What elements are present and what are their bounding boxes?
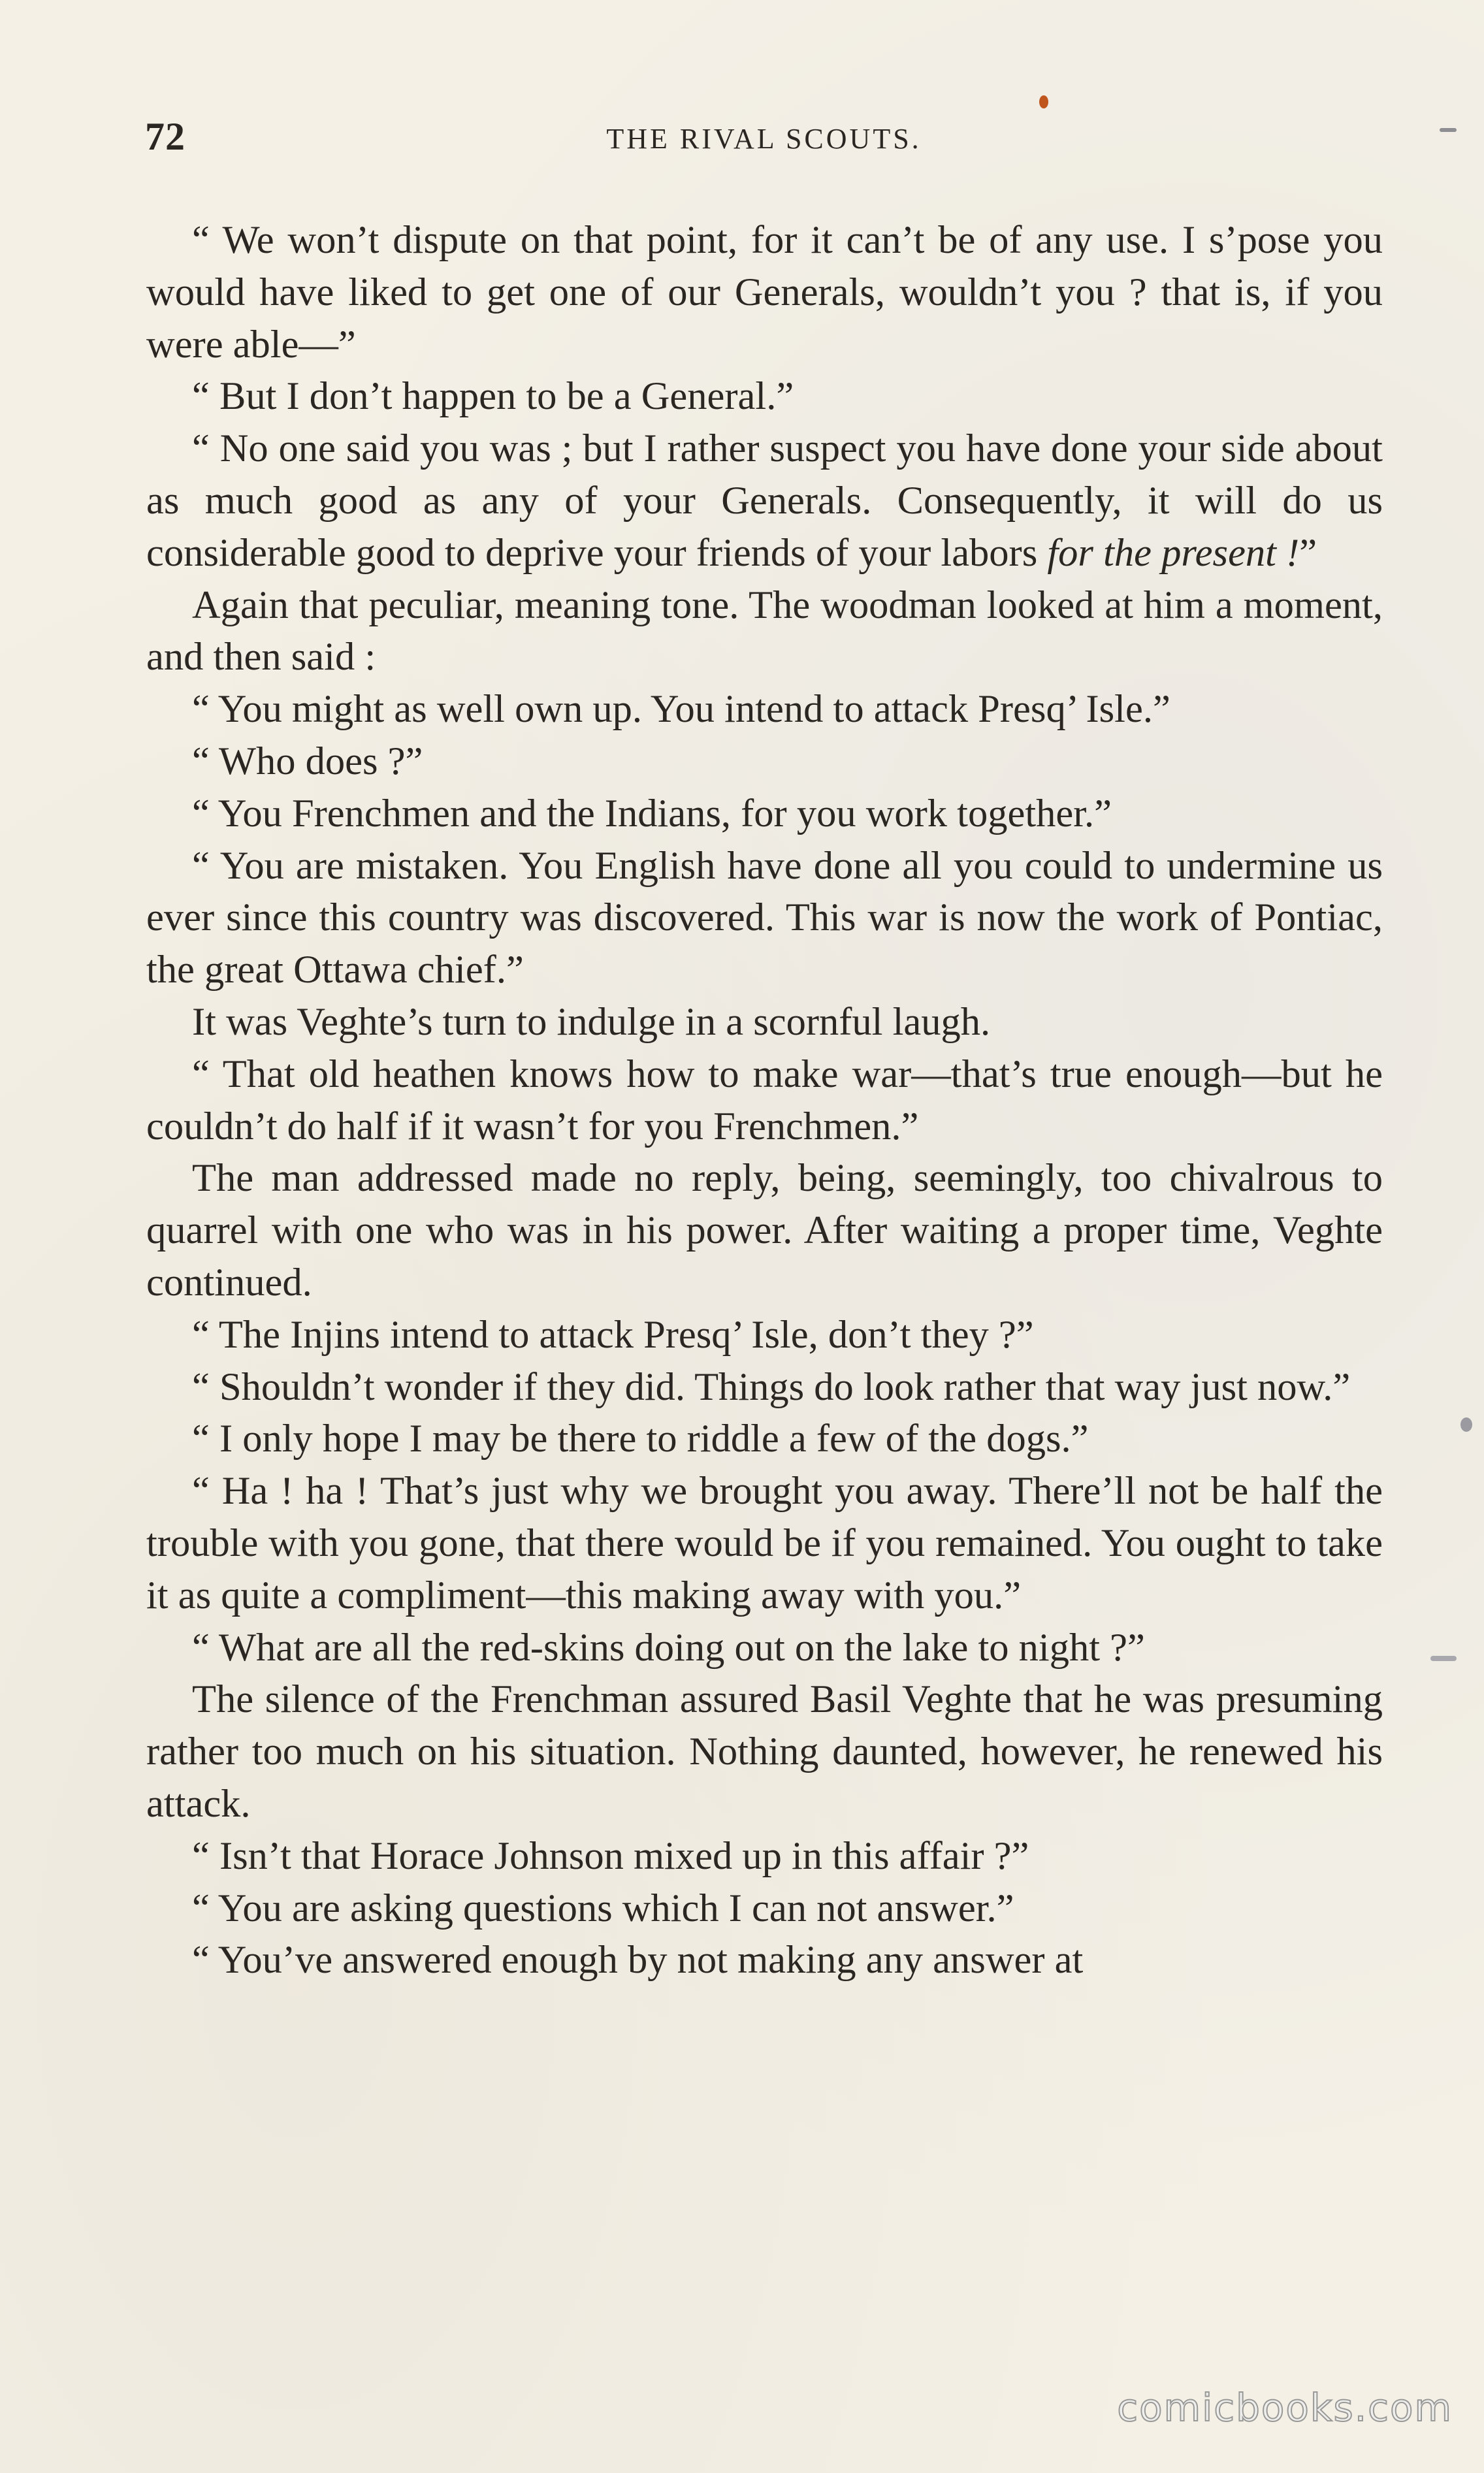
watermark: comicbooks.com (1117, 2385, 1453, 2430)
paragraph (146, 423, 1383, 579)
paragraph: “ Who does ?” (192, 739, 423, 783)
paragraph: “ You are mistaken. You English have done all you could to undermine us ever since this country was discovered. This war is now the work of Pontiac, the great Ottawa chief.” (146, 843, 1383, 992)
paragraph: “ That old heathen knows how to make war—that’s true enough—but he couldn’t do half if it wasn’t for you Frenchmen.” (146, 1052, 1383, 1148)
paragraph: “ You’ve answered enough by not making any answer at (192, 1938, 1084, 1982)
ink-speck (1039, 95, 1048, 108)
paragraph: “ You might as well own up. You intend to attack Presq’ Isle.” (192, 687, 1170, 732)
paragraph: “ The Injins intend to attack Presq’ Isle, don’t they ?” (192, 1312, 1034, 1357)
ink-speck (1460, 1417, 1472, 1432)
paragraph: “ I only hope I may be there to riddle a few of the dogs.” (192, 1417, 1089, 1461)
ink-speck (1430, 1656, 1457, 1661)
paragraph: The man addressed made no reply, being, seemingly, too chivalrous to quarrel with one who was in his power. After waiting a proper time, Veghte continued. (146, 1156, 1383, 1304)
paragraph: Again that peculiar, meaning tone. The woodman looked at him a moment, and then said : (146, 583, 1383, 679)
running-head: THE RIVAL SCOUTS. (606, 123, 922, 155)
ink-speck (1440, 128, 1457, 132)
paragraph: “ Ha ! ha ! That’s just why we brought you away. There’ll not be half the trouble with you gone, that there would be if you remained. You ought to take it as quite a compliment—this making away with you.” (146, 1469, 1383, 1617)
page-number: 72 (145, 115, 186, 158)
page-header (145, 114, 1383, 160)
paragraph: “ You Frenchmen and the Indians, for you work together.” (192, 791, 1112, 835)
paragraph: “ We won’t dispute on that point, for it can’t be of any use. I s’pose you would have liked to get one of our Generals, wouldn’t you ? that is, if you were able—” (146, 218, 1383, 366)
paragraph-text: “ No one said you was ; but I rather suspect you have done your side about as much good as any of your Generals. Consequently, it will do us considerable good to deprive your friends of your labors (146, 427, 1383, 575)
paragraph: “ Isn’t that Horace Johnson mixed up in this affair ?” (192, 1834, 1029, 1878)
paragraph: “ Shouldn’t wonder if they did. Things do look rather that way just now.” (192, 1365, 1351, 1409)
paragraph: “ You are asking questions which I can not answer.” (192, 1886, 1014, 1930)
italic-phrase: for the present ! (1047, 530, 1300, 575)
paragraph: “ But I don’t happen to be a General.” (192, 374, 794, 419)
paragraph-text: ” (1299, 530, 1317, 575)
paragraph: “ What are all the red-skins doing out on the lake to night ?” (192, 1625, 1145, 1670)
body-text (146, 214, 1383, 1986)
paragraph: The silence of the Frenchman assured Basil Veghte that he was presuming rather too much on his situation. Nothing daunted, however, he renewed his attack. (146, 1677, 1383, 1826)
paragraph: It was Veghte’s turn to indulge in a scornful laugh. (192, 999, 991, 1044)
